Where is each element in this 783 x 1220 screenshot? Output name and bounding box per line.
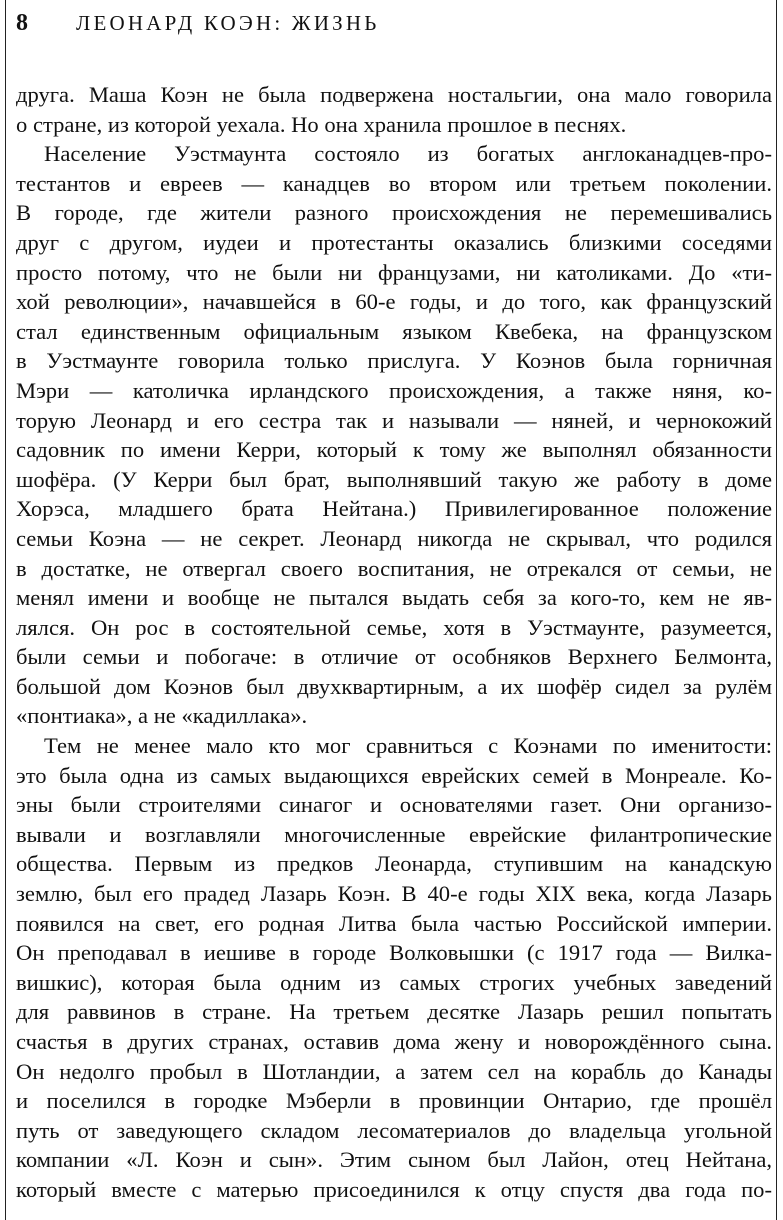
text-line: Население Уэстмаунта состояло из богатых англоканадцев-про- — [44, 141, 772, 167]
text-line: это была одна из самых выдающихся еврейских семей в Монреале. Ко- — [16, 762, 772, 788]
text-line: Он недолго пробыл в Шотландии, а затем сел на корабль до Канады — [16, 1058, 772, 1084]
text-line: шофёра. (У Керри был брат, выполнявший такую же работу в доме — [16, 466, 772, 492]
text-line: Хорэса, младшего брата Нейтана.) Привилегированное положение — [16, 496, 772, 522]
text-line: который вместе с матерью присоединился к отцу спустя два года по- — [16, 1176, 772, 1202]
text-line: в Уэстмаунте говорила только прислуга. У Коэнов была горничная — [16, 348, 772, 374]
text-line: и поселился в городке Мэберли в провинции Онтарио, где прошёл — [16, 1088, 772, 1114]
text-line: Он преподавал в иешиве в городе Волковышки (с 1917 года — Вилка- — [16, 940, 772, 966]
text-line: о стране, из которой уехала. Но она хранила прошлое в песнях. — [16, 111, 627, 137]
running-title: ЛЕОНАРД КОЭН: ЖИЗНЬ — [76, 11, 380, 35]
text-line: друга. Маша Коэн не была подвержена ностальгии, она мало говорила — [16, 82, 772, 107]
text-line: появился на свет, его родная Литва была частью Российской империи. — [16, 910, 772, 936]
text-line: Мэри — католичка ирландского происхождения, а также няня, ко- — [16, 377, 772, 403]
text-line: компании «Л. Коэн и сын». Этим сыном был Лайон, отец Нейтана, — [16, 1147, 772, 1173]
text-line: в достатке, не отвергал своего воспитания, не отрекался от семьи, не — [16, 555, 772, 581]
text-line: менял имени и вообще не пытался выдать себя за кого-то, кем не яв- — [16, 585, 772, 611]
text-line: садовник по имени Керри, который к тому же выполнял обязанности — [16, 437, 772, 463]
text-line: хой революции», начавшейся в 60-е годы, и до того, как французский — [16, 289, 772, 315]
body-text — [16, 80, 772, 1205]
page-border-right — [776, 0, 777, 1220]
text-line: просто потому, что не были ни французами, ни католиками. До «ти- — [16, 259, 772, 285]
text-line: друг с другом, иудеи и протестанты оказались близкими соседями — [16, 229, 772, 255]
text-line: вишкис), которая была одним из самых строгих учебных заведений — [16, 969, 772, 995]
text-line: торую Леонард и его сестра так и называли — няней, и чернокожий — [16, 407, 772, 433]
text-line: «понтиака», а не «кадиллака». — [16, 703, 308, 729]
text-line: для раввинов в стране. На третьем десятке Лазарь решил попытать — [16, 999, 772, 1025]
text-line: тестантов и евреев — канадцев во втором или третьем поколении. — [16, 170, 772, 196]
text-line: В городе, где жители разного происхождения не перемешивались — [16, 200, 772, 226]
page-border-left — [5, 0, 6, 1220]
text-line: вывали и возглавляли многочисленные еврейские филантропические — [16, 821, 772, 847]
text-line: эны были строителями синагог и основателями газет. Они организо- — [16, 792, 772, 818]
text-line: лялся. Он рос в состоятельной семье, хотя в Уэстмаунте, разумеется, — [16, 614, 772, 640]
text-line: Тем не менее мало кто мог сравниться с Коэнами по именитости: — [44, 733, 772, 759]
text-line: стал единственным официальным языком Квебека, на французском — [16, 318, 772, 344]
text-line: семьи Коэна — не секрет. Леонард никогда не скрывал, что родился — [16, 525, 772, 551]
page-number: 8 — [16, 10, 28, 36]
text-line: счастья в других странах, оставив дома жену и новорождённого сына. — [16, 1029, 772, 1054]
text-line: общества. Первым из предков Леонарда, ступившим на канадскую — [16, 851, 772, 877]
text-line: путь от заведующего складом лесоматериалов до владельца угольной — [16, 1117, 772, 1143]
running-header — [16, 8, 763, 38]
text-line: большой дом Коэнов был двухквартирным, а их шофёр сидел за рулём — [16, 673, 772, 699]
text-line: землю, был его прадед Лазарь Коэн. В 40-е годы XIX века, когда Лазарь — [16, 881, 772, 907]
text-line: были семьи и побогаче: в отличие от особняков Верхнего Белмонта, — [16, 644, 772, 670]
